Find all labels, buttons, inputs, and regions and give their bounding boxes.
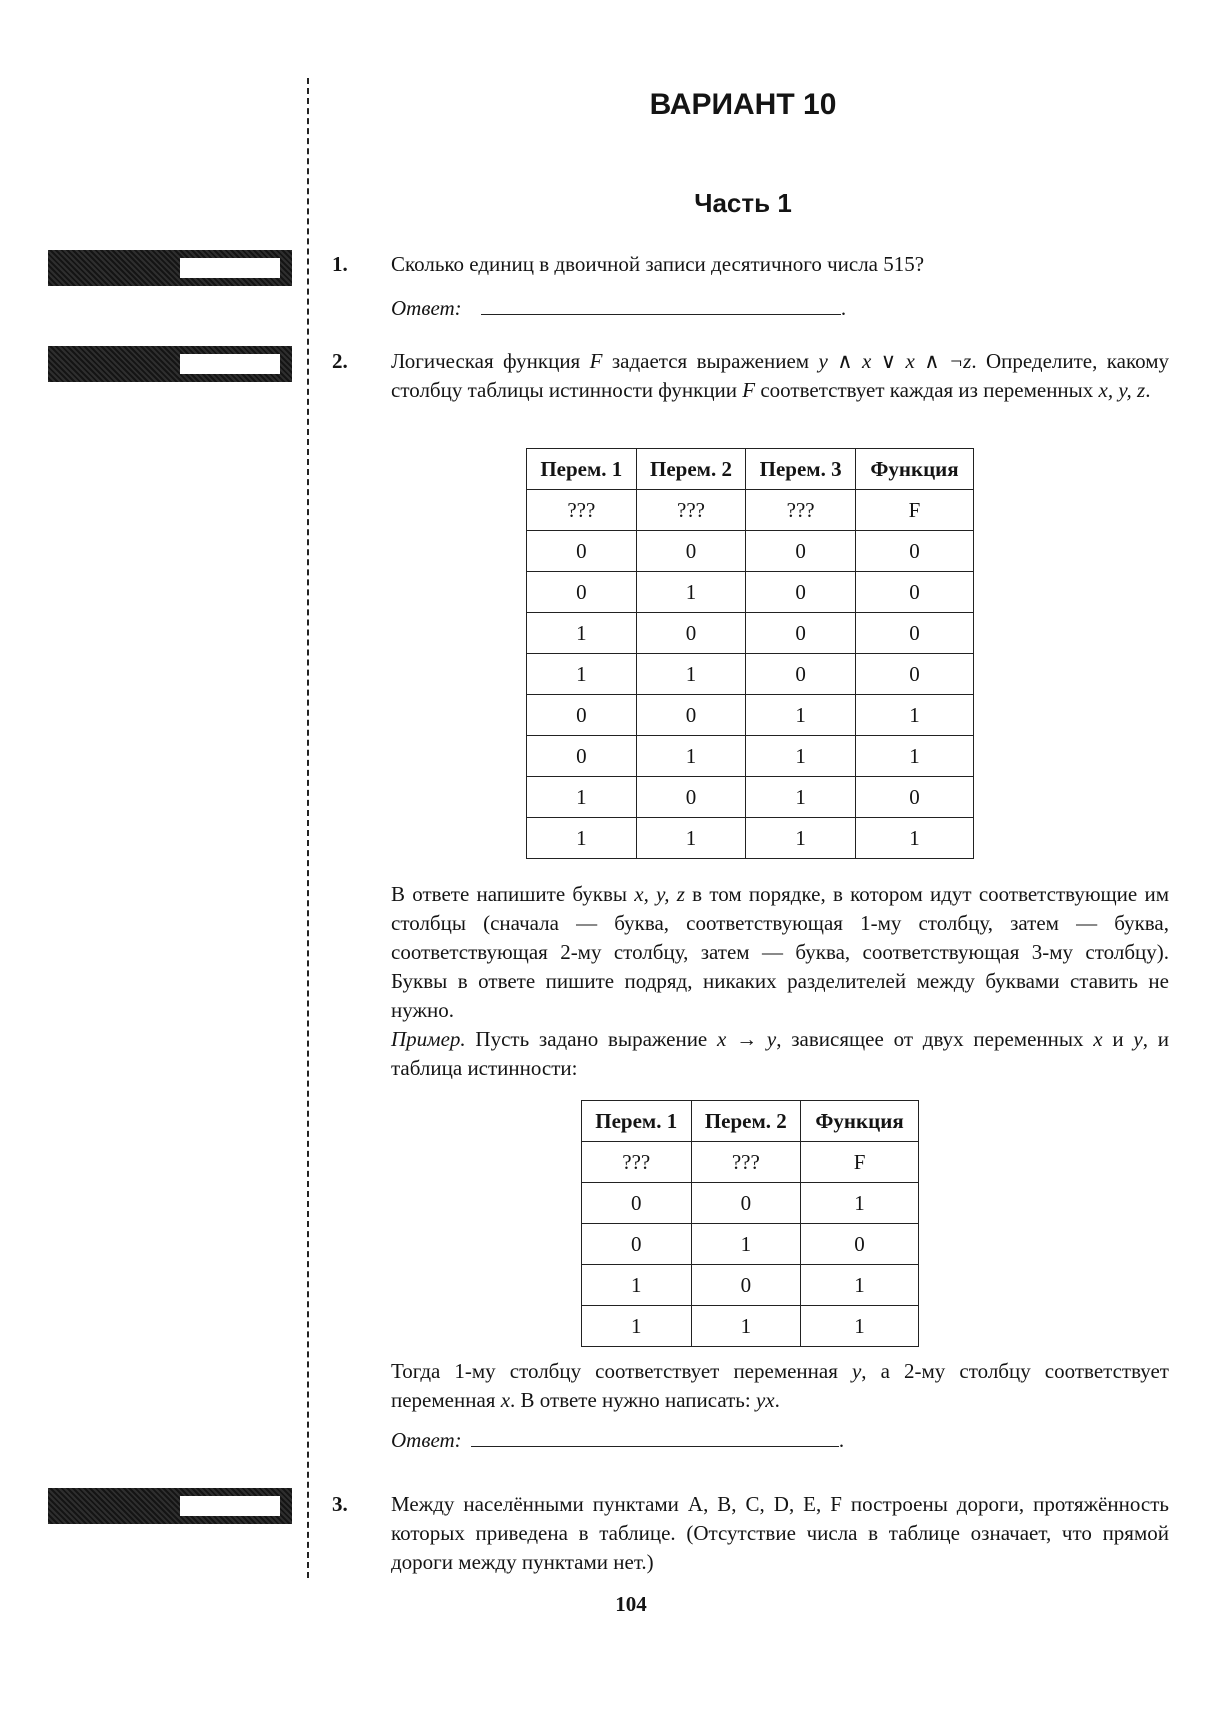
answer-label: Ответ:: [391, 1428, 462, 1452]
example-truth-table: Перем. 1 Перем. 2 Функция ??? ??? F 0 0 1 0 1 0 1 0 1 1 1 1: [581, 1100, 919, 1347]
answer-box-q2[interactable]: [48, 346, 292, 382]
answer-slot[interactable]: [180, 1496, 280, 1516]
variant-title: ВАРИАНТ 10: [649, 88, 837, 121]
question-3-text: Между населёнными пунктами A, B, C, D, E, F построены дороги, протяжённость которых приведена в таблице. (Отсутствие числа в таблице означает, что прямой дороги между пунктами нет.): [391, 1492, 1169, 1574]
question-1-text: Сколько единиц в двоичной записи десятичного числа 515?: [391, 252, 925, 276]
answer-line[interactable]: [471, 1445, 839, 1447]
answer-1: Ответ: .: [391, 296, 847, 320]
question-number-1: 1.: [332, 252, 348, 276]
truth-table: Перем. 1 Перем. 2 Перем. 3 Функция ??? ??? ??? F 0 0 0 0 0 1 0 0 1 0 0 0 1 1 0 0 0 0 1 1 0 1 1 1 1 0 1 0 1 1 1 1: [526, 448, 974, 859]
question-2-text: Логическая функция F задается выражением y ∧ x ∨ x ∧ ¬z. Определите, какому столбцу таблицы истинности функции F соответствует каждая из переменных x, y, z.: [391, 349, 1170, 402]
question-number-2: 2.: [332, 349, 348, 373]
question-2-instructions: В ответе напишите буквы x, y, z в том порядке, в котором идут соответствующие им столбцы (сначала — буква, соответствующая 1-му столбцу, затем — буква, соответствующая 2-му столбцу, затем — буква, соответствующая 3-му столбцу). Буквы в ответе пишите подряд, никаких разделителей между буквами ставить не нужно. Пример. Пусть задано выражение x → y, зависящее от двух переменных x и y, и таблица истинности:: [391, 882, 1170, 1080]
answer-label: Ответ:: [391, 296, 462, 320]
part-title: Часть 1: [694, 188, 792, 218]
answer-2: Ответ: .: [391, 1428, 845, 1452]
example-label: Пример.: [391, 1027, 466, 1051]
answer-line[interactable]: [481, 313, 841, 315]
answer-box-q1[interactable]: [48, 250, 292, 286]
answer-box-q3[interactable]: [48, 1488, 292, 1524]
question-number-3: 3.: [332, 1492, 348, 1516]
question-2-conclusion: Тогда 1-му столбцу соответствует переменная y, а 2-му столбцу соответствует переменная x. В ответе нужно написать: yx.: [391, 1359, 1169, 1412]
page-number: 104: [615, 1592, 647, 1616]
answer-slot[interactable]: [180, 258, 280, 278]
answer-slot[interactable]: [180, 354, 280, 374]
cut-line: [307, 78, 309, 1578]
